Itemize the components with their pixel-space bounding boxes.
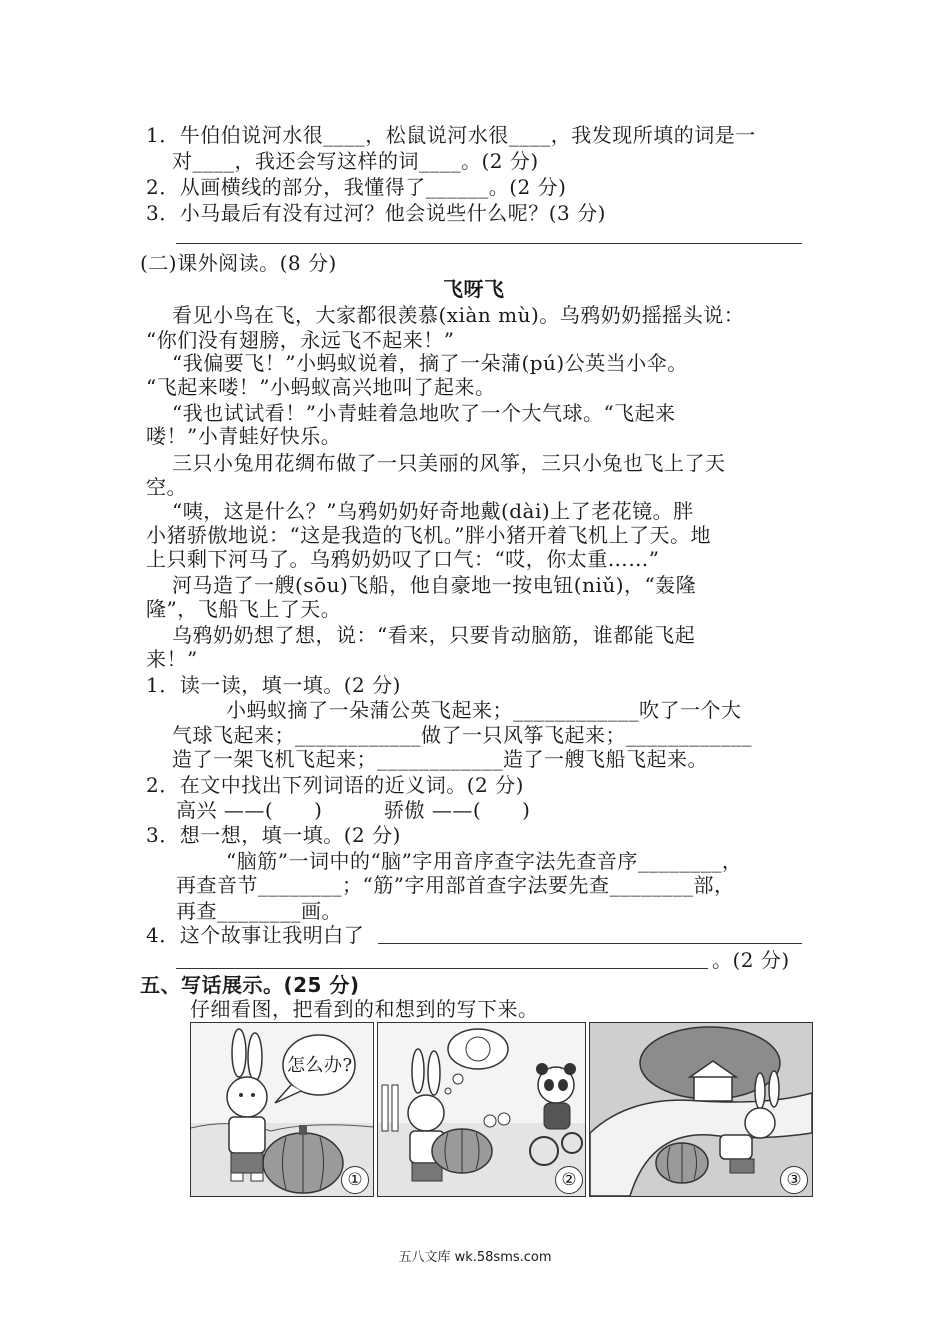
question-1-line-2: 对____，我还会写这样的词____。(2 分) [172, 149, 539, 173]
picture-panel-3 [589, 1022, 813, 1197]
panel-number-3: ③ [780, 1166, 808, 1194]
reading-q2-line: 高兴 ——( ) 骄傲 ——( ) [176, 798, 531, 822]
rabbit-rolling-pumpkin-illustration [590, 1023, 812, 1196]
section-2-heading: (二)课外阅读。(8 分) [140, 251, 337, 275]
reading-q3-line-3: 再查________画。 [176, 899, 342, 923]
story-line: “你们没有翅膀，永远飞不起来！” [146, 328, 455, 352]
story-line: 喽！”小青蛙好快乐。 [146, 424, 342, 448]
story-line: 看见小鸟在飞，大家都很羡慕(xiàn mù)。乌鸦奶奶摇摇头说： [172, 303, 745, 327]
story-line: 来！” [146, 647, 198, 671]
reading-q4-score: 。(2 分) [712, 948, 790, 972]
answer-line-q3 [176, 243, 802, 244]
reading-q1-line-3: 造了一架飞机飞起来；____________造了一艘飞船飞起来。 [172, 747, 708, 771]
reading-q1-line-1: 小蚂蚁摘了一朵蒲公英飞起来；____________吹了一个大 [226, 698, 742, 722]
story-line: “咦，这是什么？”乌鸦奶奶好奇地戴(dài)上了老花镜。胖 [172, 499, 694, 523]
story-line: 上只剩下河马了。乌鸦奶奶叹了口气：“哎，你太重……” [146, 547, 660, 571]
reading-q1-line-2: 气球飞起来；____________做了一只风筝飞起来；____________ [172, 723, 752, 747]
answer-line-q4-b [176, 968, 708, 969]
section-5-heading: 五、写话展示。(25 分) [140, 973, 360, 997]
footer-watermark: 五八文库 wk.58sms.com [398, 1250, 552, 1265]
speech-bubble-text: 怎么办? [287, 1055, 353, 1076]
reading-q4-line-1: 4．这个故事让我明白了 [146, 923, 365, 947]
panel-number-2: ② [555, 1166, 583, 1194]
reading-q2-title: 2．在文中找出下列词语的近义词。(2 分) [146, 773, 524, 797]
rabbit-panda-illustration [378, 1023, 585, 1196]
story-line: 河马造了一艘(sōu)飞船，他自豪地一按电钮(niǔ)，“轰隆 [172, 573, 697, 597]
picture-panel-1 [190, 1022, 374, 1197]
question-3: 3．小马最后有没有过河？他会说些什么呢？(3 分) [146, 201, 606, 225]
writing-instruction: 仔细看图，把看到的和想到的写下来。 [190, 997, 539, 1021]
reading-q3-line-2: 再查音节________；“筋”字用部首查字法要先查________部， [176, 873, 735, 897]
story-line: 空。 [146, 475, 187, 499]
reading-q3-line-1: “脑筋”一词中的“脑”字用音序查字法先查音序________， [226, 849, 743, 873]
picture-panel-2 [377, 1022, 586, 1197]
panel-number-1: ① [341, 1166, 369, 1194]
story-line: “我偏要飞！”小蚂蚁说着，摘了一朵蒲(pú)公英当小伞。 [172, 351, 688, 375]
story-line: 乌鸦奶奶想了想，说：“看来，只要肯动脑筋，谁都能飞起 [172, 623, 696, 647]
story-line: “我也试试看！”小青蛙着急地吹了一个大气球。“飞起来 [172, 401, 676, 425]
story-line: “飞起来喽！”小蚂蚁高兴地叫了起来。 [146, 375, 496, 399]
story-line: 三只小兔用花绸布做了一只美丽的风筝，三只小兔也飞上了天 [172, 451, 726, 475]
story-line: 隆”，飞船飞上了天。 [146, 597, 342, 621]
answer-line-q4-a [378, 943, 802, 944]
story-title: 飞呀飞 [443, 277, 505, 301]
story-line: 小猪骄傲地说：“这是我造的飞机。”胖小猪开着飞机上了天。地 [146, 523, 711, 547]
reading-q3-title: 3．想一想，填一填。(2 分) [146, 823, 401, 847]
question-1-line-1: 1．牛伯伯说河水很____，松鼠说河水很____，我发现所填的词是一 [146, 123, 756, 147]
question-2: 2．从画横线的部分，我懂得了______。(2 分) [146, 175, 567, 199]
reading-q1-title: 1．读一读，填一填。(2 分) [146, 673, 401, 697]
